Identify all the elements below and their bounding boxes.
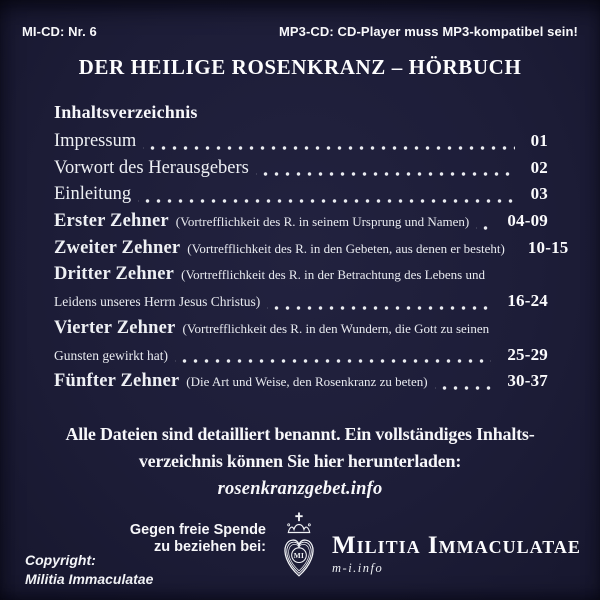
logo-monogram-text: MI xyxy=(293,551,305,561)
toc-entry-pages: 01 xyxy=(530,131,548,150)
order-info-block xyxy=(130,522,266,556)
toc-row-vierter-zehner-continuation xyxy=(54,345,548,372)
toc-entry-title: Vorwort des Herausgebers xyxy=(54,157,249,178)
toc-entry-title: Erster Zehner xyxy=(54,211,169,232)
toc-entry-title: Impressum xyxy=(54,131,137,151)
toc-entry-pages: 03 xyxy=(530,184,548,204)
toc-row-fuenfter-zehner xyxy=(54,371,548,398)
order-info-line2: zu beziehen bei: xyxy=(154,539,266,555)
toc-entry-note: (Vortrefflichkeit des R. in der Betrachtung des Lebens und xyxy=(181,267,485,283)
copyright-holder: Militia Immaculatae xyxy=(25,571,154,587)
toc-entry-note: (Vortrefflichkeit des R. in den Gebeten, aus denen er besteht) xyxy=(187,240,505,256)
militia-immaculatae-heart-crown-logo-icon xyxy=(279,511,319,578)
toc-entry-note: (Vortrefflichkeit des R. in den Wundern, die Gott zu seinen xyxy=(182,320,490,336)
brand-url: m-i.info xyxy=(332,561,384,575)
toc-leader-dots xyxy=(256,169,515,179)
table-of-contents xyxy=(54,102,569,398)
toc-row-impressum xyxy=(54,131,548,158)
copyright-block xyxy=(25,551,153,589)
toc-entry-note: Leidens unseres Herrn Jesus Christus) xyxy=(54,294,261,310)
copyright-label: Copyright: xyxy=(25,552,96,568)
toc-leader-dots xyxy=(143,143,514,153)
download-note-line2: verzeichnis können Sie hier herunterladen: xyxy=(138,451,462,471)
page-title: DER HEILIGE ROSENKRANZ – HÖRBUCH xyxy=(78,55,522,79)
toc-entry-title: Zweiter Zehner xyxy=(54,237,181,258)
toc-leader-dots xyxy=(435,383,492,393)
order-info-line1: Gegen freie Spende xyxy=(129,522,266,538)
toc-leader-dots xyxy=(138,196,515,206)
top-header xyxy=(22,24,578,39)
toc-row-dritter-zehner-continuation xyxy=(54,291,548,318)
toc-row-einleitung xyxy=(54,184,548,211)
toc-entry-pages: 30-37 xyxy=(507,371,548,391)
cd-number-label: MI-CD: Nr. 6 xyxy=(22,24,97,39)
download-url-link[interactable]: rosenkranzgebet.info xyxy=(217,479,383,499)
toc-entry-title: Dritter Zehner xyxy=(54,264,175,285)
toc-leader-spacer xyxy=(496,330,532,340)
toc-leader-dots xyxy=(175,356,491,366)
toc-entry-pages: 16-24 xyxy=(507,291,548,311)
toc-row-dritter-zehner xyxy=(54,264,548,291)
toc-entry-pages: 10-15 xyxy=(527,237,569,257)
toc-row-vierter-zehner xyxy=(54,318,548,345)
brand-block xyxy=(332,533,581,576)
toc-entry-title: Einleitung xyxy=(54,184,132,205)
toc-row-zweiter-zehner xyxy=(54,237,569,265)
toc-entry-note: (Vortrefflichkeit des R. in seinem Ursprung und Namen) xyxy=(175,214,470,230)
toc-entry-pages: 04-09 xyxy=(507,211,548,231)
toc-entry-title: Vierter Zehner xyxy=(54,317,176,338)
toc-entry-note: (Die Art und Weise, den Rosenkranz zu beten) xyxy=(186,374,428,390)
toc-row-vorwort xyxy=(54,158,548,185)
mp3-compatibility-label: MP3-CD: CD-Player muss MP3-kompatibel sein! xyxy=(278,24,578,39)
toc-leader-dots xyxy=(476,223,491,233)
brand-name: Militia Immaculatae xyxy=(332,532,581,559)
download-note-line1: Alle Dateien sind detailliert benannt. Ein vollständiges Inhalts- xyxy=(65,424,535,444)
toc-entry-pages: 25-29 xyxy=(507,344,548,364)
toc-leader-dots xyxy=(267,303,491,313)
toc-entry-note: Gunsten gewirkt hat) xyxy=(54,347,168,363)
download-note xyxy=(0,421,600,503)
toc-entry-pages: 02 xyxy=(530,157,548,177)
toc-heading: Inhaltsverzeichnis xyxy=(54,102,198,122)
toc-row-erster-zehner xyxy=(54,211,548,238)
toc-leader-spacer xyxy=(492,276,532,286)
toc-entry-title: Fünfter Zehner xyxy=(54,371,180,392)
